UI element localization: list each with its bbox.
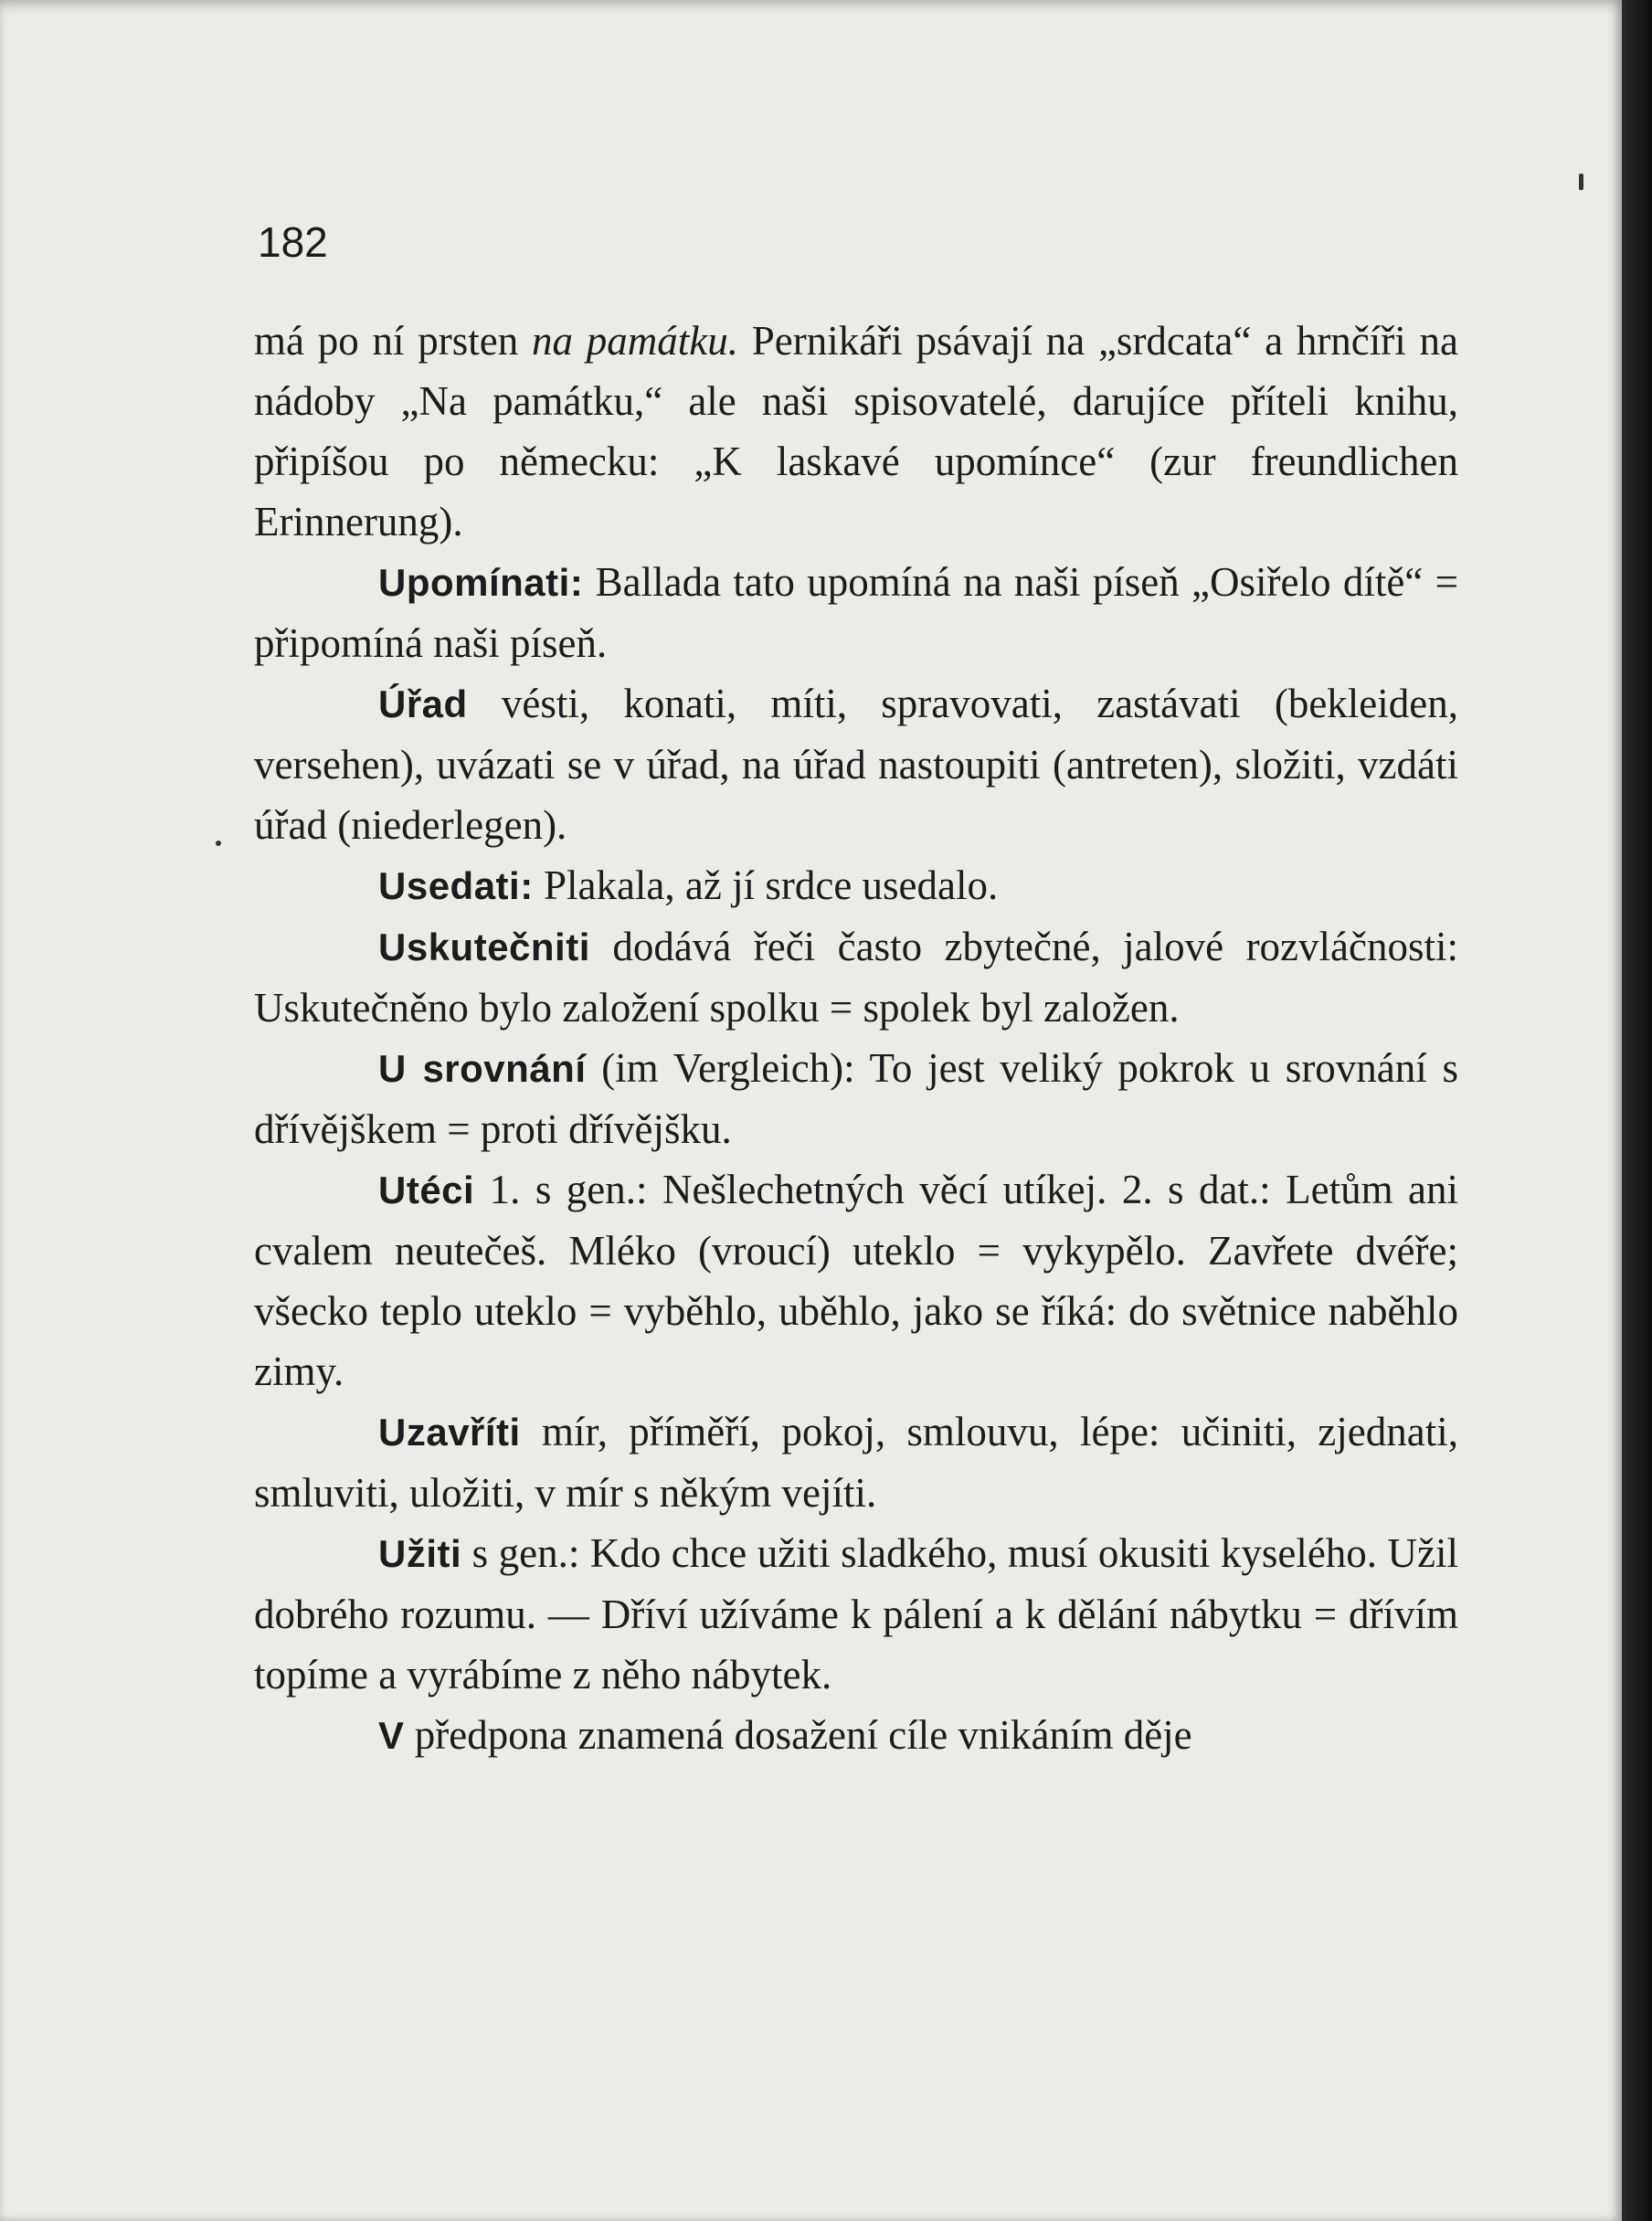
entry-uziti [254,1523,1458,1705]
page-number: 182 [258,218,328,266]
entry-uteci [254,1159,1458,1401]
entry-text: mír, příměří, pokoj, smlouvu, lépe: učiniti, zjednati, smluviti, uložiti, v mír s někým vejíti. [254,1409,1458,1516]
entry-upominati [254,552,1458,673]
entry-urad [254,673,1458,855]
entry-keyword: Utéci [378,1169,475,1211]
entry-text: 1. s gen.: Nešlechetných věcí utíkej. 2. s dat.: Letům ani cvalem neutečeš. Mléko (vroucí) uteklo = vykypělo. Zavřete dvéře; všecko teplo uteklo = vyběhlo, uběhlo, jako se říká: do světnice naběhlo zimy. [254,1167,1458,1394]
italic-phrase: na památku. [532,318,739,364]
entry-uzavriti [254,1401,1458,1523]
entry-text: (im Vergleich): To jest veliký pokrok u srovnání s dřívějškem = proti dřívějšku. [254,1045,1458,1152]
entry-u-srovnani [254,1038,1458,1159]
page-body [254,311,1458,1766]
entry-usedati [254,855,1458,916]
entry-keyword: Upomínati: [378,561,584,604]
entry-uskutecniti [254,916,1458,1038]
entry-text: Ballada tato upomíná na naši píseň „Osiřelo dítě“ = připomíná naši píseň. [254,559,1458,666]
paragraph-text: Pernikáři psávají na „srdcata“ a hrnčíři na nádoby „Na památku,“ ale naši spisovatelé, darujíce příteli knihu, připíšou po německu: „K laskavé upomínce“ (zur freundlichen Erinnerung). [254,318,1459,545]
entry-keyword: U srovnání [378,1047,587,1090]
ink-speck [216,841,221,846]
entry-keyword: Uskutečniti [378,925,590,968]
entry-keyword: Uzavříti [378,1411,521,1454]
book-gutter-edge [1622,0,1652,2221]
entry-text: Plakala, až jí srdce usedalo. [533,862,999,908]
entry-text: předpona znamená dosažení cíle vnikáním děje [404,1712,1192,1758]
paragraph-text: má po ní prsten [254,318,533,364]
entry-keyword: V [378,1714,405,1757]
entry-keyword: Úřad [378,682,468,725]
entry-text: s gen.: Kdo chce užiti sladkého, musí okusiti kyselého. Užil dobrého rozumu. — Dříví užíváme k pálení a k dělání nábytku = dřívím topíme a vyrábíme z něho nábytek. [254,1530,1458,1697]
entry-text: vésti, konati, míti, spravovati, zastávati (bekleiden, versehen), uvázati se v úřad, na úřad nastoupiti (antreten), složiti, vzdáti úřad (niederlegen). [254,681,1458,848]
entry-keyword: Usedati: [378,864,534,907]
ink-speck [1579,174,1583,190]
paragraph-continuation [254,311,1458,552]
entry-v [254,1705,1458,1766]
entry-text: dodává řeči často zbytečné, jalové rozvláčnosti: Uskutečněno bylo založení spolku = spolek byl založen. [254,924,1458,1031]
entry-keyword: Užiti [378,1532,462,1575]
